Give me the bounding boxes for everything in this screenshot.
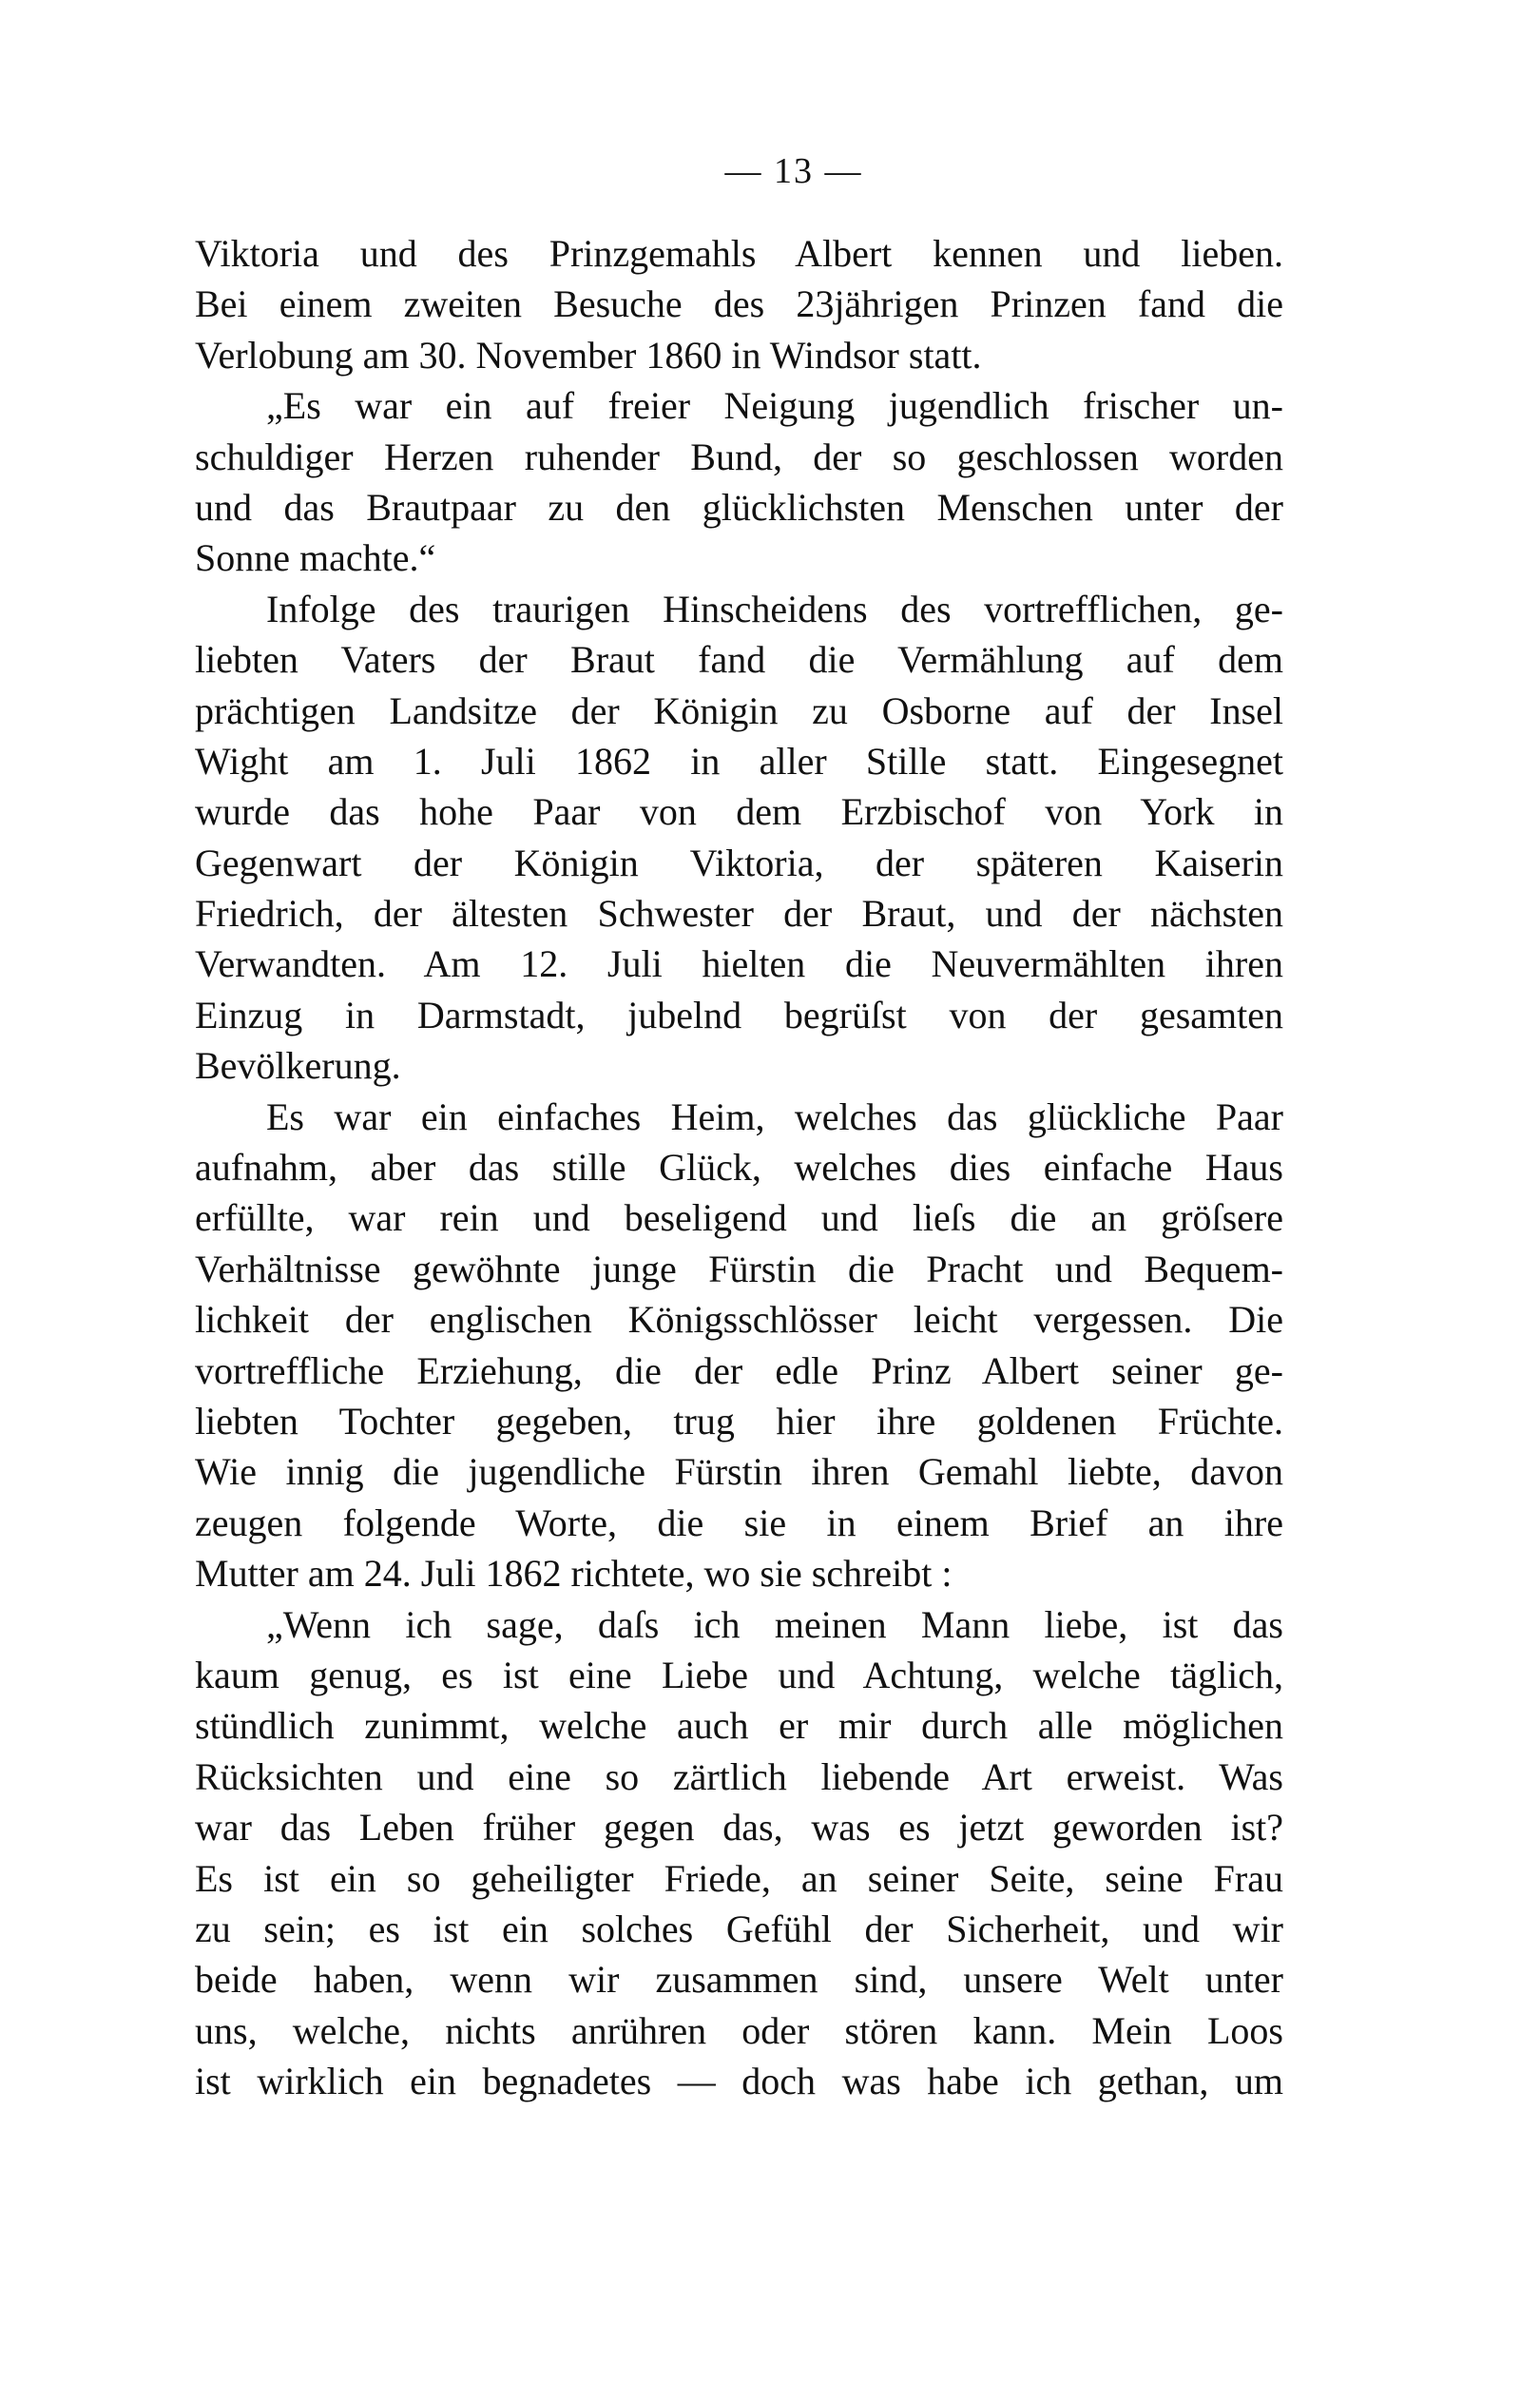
text-line: aufnahm, aber das stille Glück, welches dies einfache Haus [195,1146,1283,1190]
text-line: zeugen folgende Worte, die sie in einem Brief an ihre [195,1501,1283,1544]
text-line: Sonne machte.“ [195,536,436,580]
text-line: Wie innig die jugendliche Fürstin ihren Gemahl liebte, davon [195,1450,1283,1494]
text-line: kaum genug, es ist eine Liebe und Achtung, welche täglich, [195,1653,1283,1696]
text-line: „Es war ein auf freier Neigung jugendlich frischer un- [266,384,1283,428]
text-line: Verhältnisse gewöhnte junge Fürstin die Pracht und Bequem- [195,1247,1283,1290]
text-line: uns, welche, nichts anrühren oder stören kann. Mein Loos [195,2008,1283,2052]
text-line: erfüllte, war rein und beseligend und lieſs die an gröſsere [195,1196,1283,1240]
text-line: Wight am 1. Juli 1862 in aller Stille statt. Eingesegnet [195,739,1283,783]
text-line: Bevölkerung. [195,1044,401,1088]
text-line: Infolge des traurigen Hinscheidens des vortrefflichen, ge- [266,587,1283,630]
text-line: ist wirklich ein begnadetes — doch was habe ich gethan, um [195,2060,1283,2103]
text-line: Verlobung am 30. November 1860 in Windsor statt. [195,333,982,377]
text-line: Mutter am 24. Juli 1862 richtete, wo sie schreibt : [195,1552,953,1596]
text-line: liebten Vaters der Braut fand die Vermählung auf dem [195,638,1283,682]
text-line: Einzug in Darmstadt, jubelnd begrüſst von der gesamten [195,993,1283,1036]
text-line: schuldiger Herzen ruhender Bund, der so geschlossen worden [195,435,1283,478]
text-line: prächtigen Landsitze der Königin zu Osborne auf der Insel [195,688,1283,732]
text-line: Rücksichten und eine so zärtlich liebende Art erweist. Was [195,1754,1283,1798]
body-text [195,228,1283,2106]
text-line: war das Leben früher gegen das, was es jetzt geworden ist? [195,1806,1283,1849]
text-line: „Wenn ich sage, daſs ich meinen Mann liebe, ist das [266,1602,1283,1646]
text-line: Bei einem zweiten Besuche des 23jährigen Prinzen fand die [195,282,1283,326]
text-line: liebten Tochter gegeben, trug hier ihre goldenen Früchte. [195,1399,1283,1443]
text-line: beide haben, wenn wir zusammen sind, unsere Welt unter [195,1958,1283,2002]
text-line: zu sein; es ist ein solches Gefühl der Sicherheit, und wir [195,1907,1283,1950]
text-line: stündlich zunimmt, welche auch er mir durch alle möglichen [195,1704,1283,1748]
text-line: Es war ein einfaches Heim, welches das glückliche Paar [266,1094,1283,1138]
text-line: und das Brautpaar zu den glücklichsten Menschen unter der [195,485,1283,529]
text-line: Es ist ein so geheiligter Friede, an seiner Seite, seine Frau [195,1856,1283,1900]
text-line: Viktoria und des Prinzgemahls Albert kennen und lieben. [195,232,1283,275]
text-line: Verwandten. Am 12. Juli hielten die Neuvermählten ihren [195,942,1283,986]
text-line: vortreffliche Erziehung, die der edle Prinz Albert seiner ge- [195,1348,1283,1392]
text-line: lichkeit der englischen Königsschlösser leicht vergessen. Die [195,1298,1283,1342]
text-line: Friedrich, der ältesten Schwester der Braut, und der nächsten [195,892,1283,936]
text-line: wurde das hohe Paar von dem Erzbischof von York in [195,790,1283,834]
page-number: — 13 — [724,151,863,191]
text-line: Gegenwart der Königin Viktoria, der späteren Kaiserin [195,841,1283,884]
